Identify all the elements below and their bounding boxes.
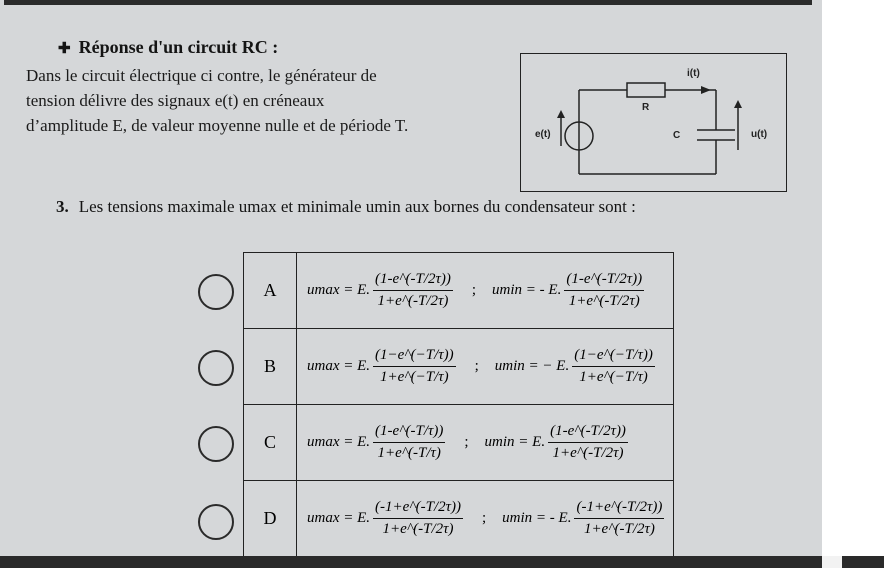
option-letter: A <box>244 253 297 329</box>
umin-denominator: 1+e^(-T/2τ) <box>583 521 655 537</box>
umax-denominator: 1+e^(-T/τ) <box>377 445 441 461</box>
umax-numerator: (-1+e^(-T/2τ)) <box>373 499 463 519</box>
intro-line: tension délivre des signaux e(t) en créneaux <box>26 91 325 110</box>
umin-prefix: umin = - E. <box>502 510 572 526</box>
answer-row <box>244 481 674 557</box>
umax-numerator: (1-e^(-T/τ)) <box>373 423 445 443</box>
source-label: e(t) <box>535 129 551 140</box>
formula-separator: ; <box>464 434 469 450</box>
umin-numerator: (1-e^(-T/2τ)) <box>564 271 644 291</box>
answer-row <box>244 329 674 405</box>
option-formula <box>297 329 674 405</box>
answer-row <box>244 253 674 329</box>
umin-denominator: 1+e^(-T/2τ) <box>552 445 624 461</box>
formula-separator: ; <box>482 510 487 526</box>
e-arrow-head <box>557 110 565 118</box>
intro-line: Dans le circuit électrique ci contre, le générateur de <box>26 66 377 85</box>
right-margin <box>822 0 884 568</box>
umin-prefix: umin = - E. <box>492 282 562 298</box>
current-arrow-head <box>701 86 711 94</box>
umax-prefix: umax = E. <box>307 510 371 526</box>
umax-prefix: umax = E. <box>307 434 371 450</box>
umax-numerator: (1−e^(−T/τ)) <box>373 347 456 367</box>
umax-prefix: umax = E. <box>307 358 371 374</box>
intro-paragraph <box>26 63 496 138</box>
radio-option-c[interactable] <box>198 426 234 462</box>
umin-numerator: (1-e^(-T/2τ)) <box>548 423 628 443</box>
section-heading <box>58 37 278 58</box>
question-number: 3. <box>56 197 69 216</box>
answer-table <box>243 252 674 557</box>
option-formula <box>297 405 674 481</box>
resistor <box>627 83 665 97</box>
option-letter: C <box>244 405 297 481</box>
radio-option-d[interactable] <box>198 504 234 540</box>
option-letter: D <box>244 481 297 557</box>
option-formula <box>297 481 674 557</box>
circuit-schematic <box>521 54 786 191</box>
answer-row <box>244 405 674 481</box>
umin-numerator: (1−e^(−T/τ)) <box>572 347 655 367</box>
umin-prefix: umin = E. <box>484 434 546 450</box>
umax-denominator: 1+e^(-T/2τ) <box>377 293 449 309</box>
question-text: Les tensions maximale umax et minimale umin aux bornes du condensateur sont : <box>78 197 636 216</box>
radio-option-a[interactable] <box>198 274 234 310</box>
rc-circuit-diagram <box>520 53 787 192</box>
output-label: u(t) <box>751 129 768 140</box>
umin-numerator: (-1+e^(-T/2τ)) <box>574 499 664 519</box>
bottom-edge-gap <box>822 556 842 568</box>
umin-denominator: 1+e^(-T/2τ) <box>568 293 640 309</box>
radio-option-b[interactable] <box>198 350 234 386</box>
umax-denominator: 1+e^(−T/τ) <box>380 369 449 385</box>
u-arrow-head <box>734 100 742 108</box>
intro-line: d’amplitude E, de valeur moyenne nulle et de période T. <box>26 116 409 135</box>
formula-separator: ; <box>474 358 479 374</box>
option-letter: B <box>244 329 297 405</box>
section-heading-text: Réponse d'un circuit RC : <box>78 37 279 57</box>
umax-prefix: umax = E. <box>307 282 371 298</box>
current-label: i(t) <box>687 68 700 79</box>
umax-denominator: 1+e^(-T/2τ) <box>382 521 454 537</box>
umin-denominator: 1+e^(−T/τ) <box>579 369 648 385</box>
bottom-edge-bar <box>0 556 884 568</box>
umin-prefix: umin = − E. <box>494 358 570 374</box>
umax-numerator: (1-e^(-T/2τ)) <box>373 271 453 291</box>
cross-bullet-icon: ✚ <box>58 41 71 57</box>
question-3 <box>56 197 636 217</box>
resistor-label: R <box>642 102 650 113</box>
option-formula <box>297 253 674 329</box>
page-top-rule <box>4 0 812 5</box>
formula-separator: ; <box>471 282 477 298</box>
capacitor-label: C <box>673 130 681 141</box>
